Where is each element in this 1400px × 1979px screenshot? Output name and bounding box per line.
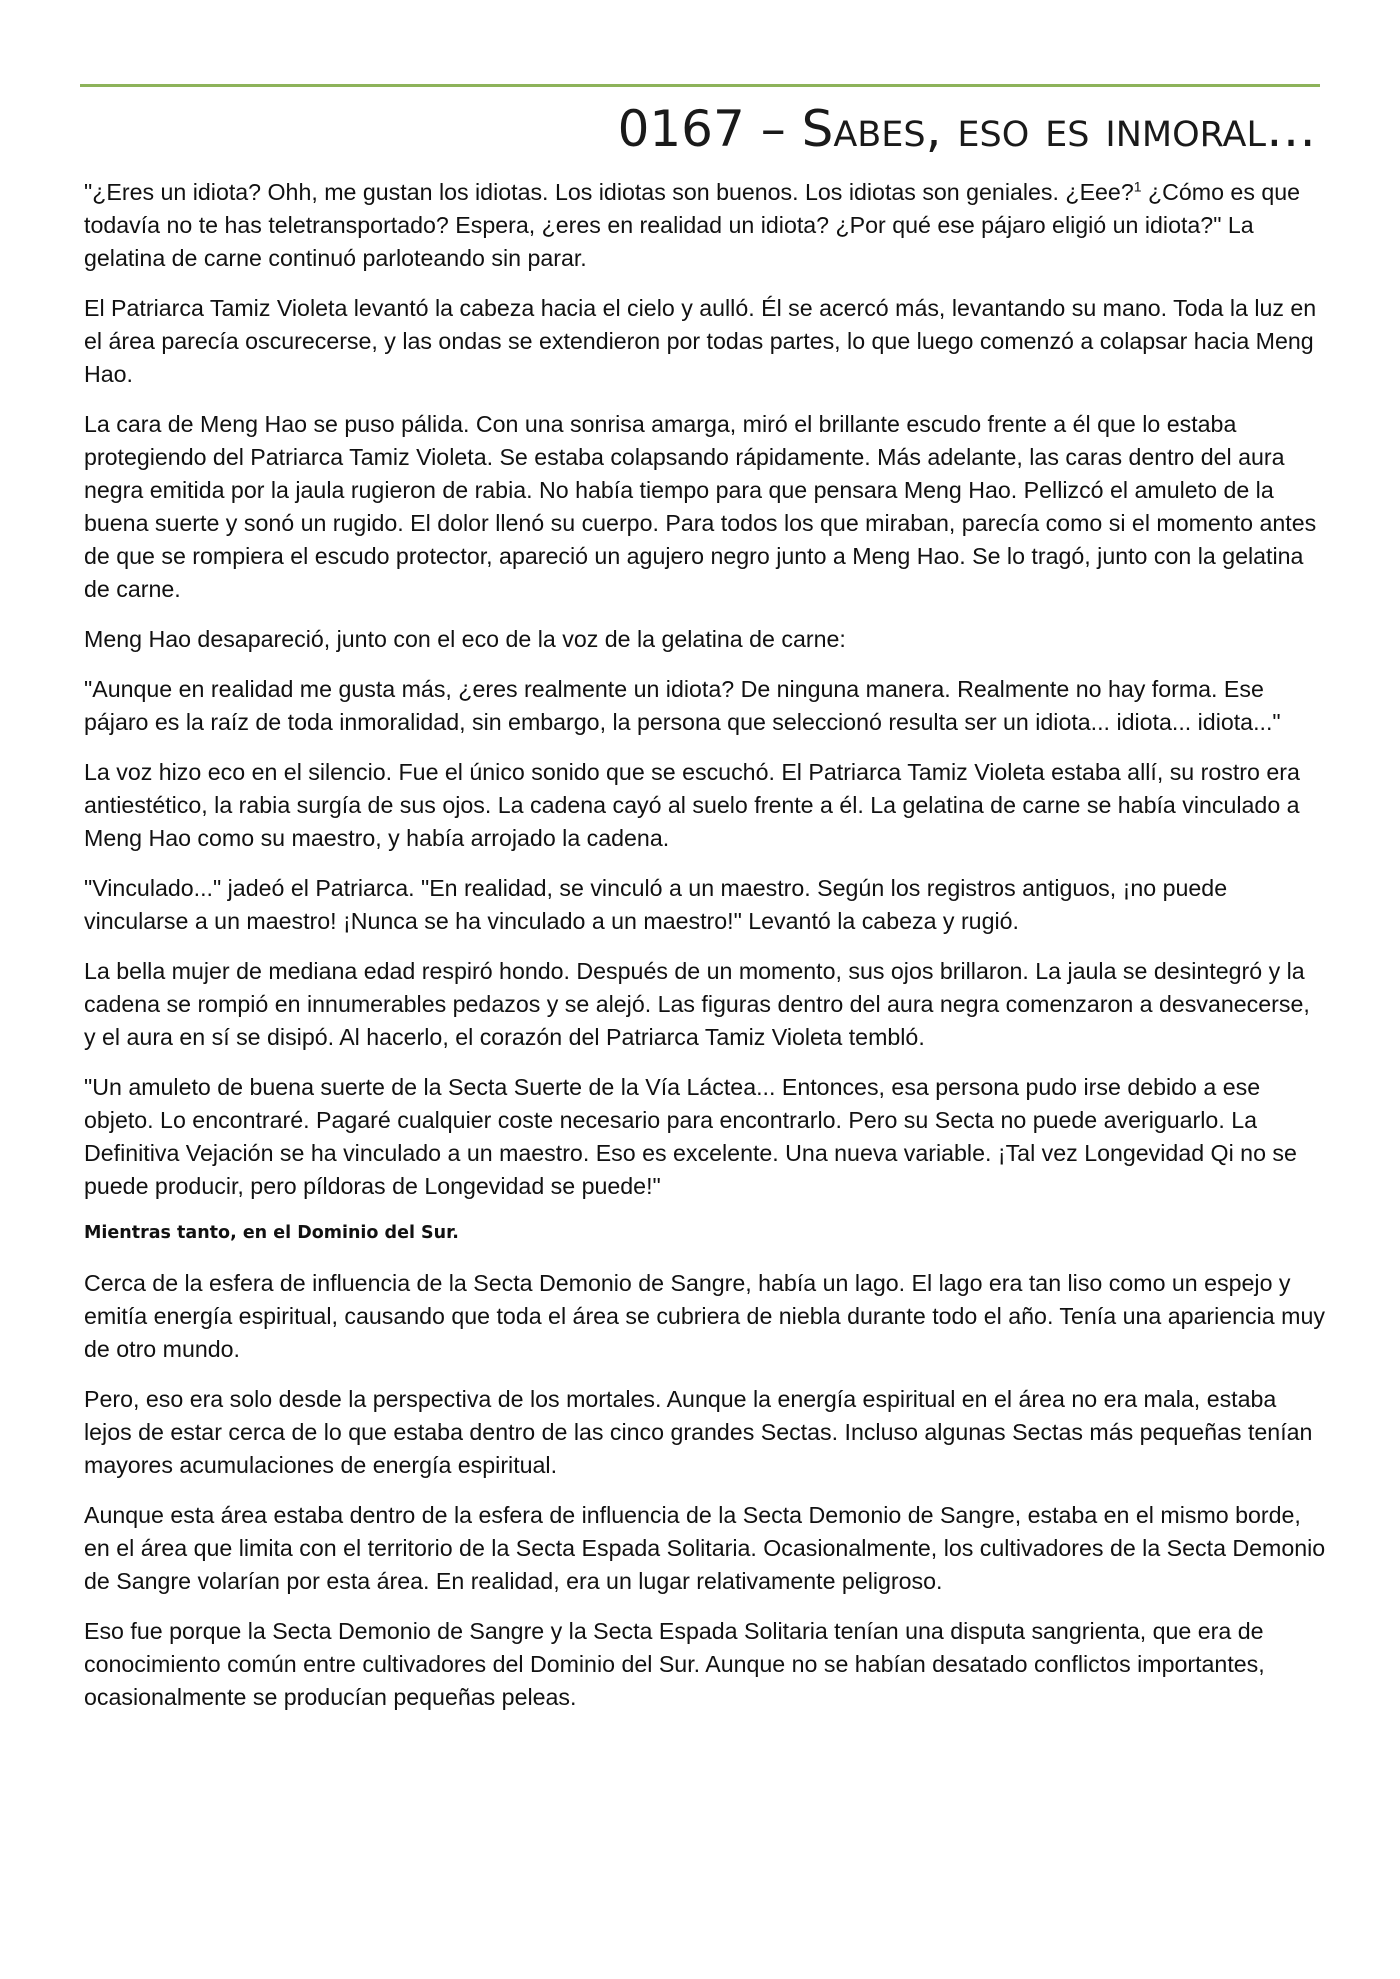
paragraph-5: "Aunque en realidad me gusta más, ¿eres realmente un idiota? De ninguna manera. Realmente no hay forma. Ese pájaro es la raíz de toda inmoralidad, sin embargo, la persona que seleccionó resulta ser un idiota... idiota... idiota..." [84,676,1281,735]
paragraph-12: Aunque esta área estaba dentro de la esfera de influencia de la Secta Demonio de Sangre, estaba en el mismo borde, en el área que limita con el territorio de la Secta Espada Solitaria. Ocasionalmente, los cultivadores de la Secta Demonio de Sangre volarían por esta área. En realidad, era un lugar relativamente peligroso. [84,1502,1326,1594]
chapter-body [84,176,1326,1731]
paragraph-8: La bella mujer de mediana edad respiró hondo. Después de un momento, sus ojos brillaron. La jaula se desintegró y la cadena se rompió en innumerables pedazos y se alejó. Las figuras dentro del aura negra comenzaron a desvanecerse, y el aura en sí se disipó. Al hacerlo, el corazón del Patriarca Tamiz Violeta tembló. [84,958,1310,1050]
paragraph-3: La cara de Meng Hao se puso pálida. Con una sonrisa amarga, miró el brillante escudo frente a él que lo estaba protegiendo del Patriarca Tamiz Violeta. Se estaba colapsando rápidamente. Más adelante, las caras dentro del aura negra emitida por la jaula rugieron de rabia. No había tiempo para que pensara Meng Hao. Pellizcó el amuleto de la buena suerte y sonó un rugido. El dolor llenó su cuerpo. Para todos los que miraban, parecía como si el momento antes de que se rompiera el escudo protector, apareció un agujero negro junto a Meng Hao. Se lo tragó, junto con la gelatina de carne. [84,411,1317,602]
paragraph-6: La voz hizo eco en el silencio. Fue el único sonido que se escuchó. El Patriarca Tamiz Violeta estaba allí, su rostro era antiestético, la rabia surgía de sus ojos. La cadena cayó al suelo frente a él. La gelatina de carne se había vinculado a Meng Hao como su maestro, y había arrojado la cadena. [84,759,1300,851]
paragraph-7: "Vinculado..." jadeó el Patriarca. "En realidad, se vinculó a un maestro. Según los registros antiguos, ¡no puede vincularse a un maestro! ¡Nunca se ha vinculado a un maestro!" Levantó la cabeza y rugió. [84,875,1228,934]
paragraph-2: El Patriarca Tamiz Violeta levantó la cabeza hacia el cielo y aulló. Él se acercó más, levantando su mano. Toda la luz en el área parecía oscurecerse, y las ondas se extendieron por todas partes, lo que luego comenzó a colapsar hacia Meng Hao. [84,295,1317,387]
header-rule [80,84,1320,87]
paragraph-13: Eso fue porque la Secta Demonio de Sangre y la Secta Espada Solitaria tenían una disputa sangrienta, que era de conocimiento común entre cultivadores del Dominio del Sur. Aunque no se habían desatado conflictos importantes, ocasionalmente se producían pequeñas peleas. [84,1618,1265,1710]
paragraph-11: Pero, eso era solo desde la perspectiva de los mortales. Aunque la energía espiritual en el área no era mala, estaba lejos de estar cerca de lo que estaba dentro de las cinco grandes Sectas. Incluso algunas Sectas más pequeñas tenían mayores acumulaciones de energía espiritual. [84,1386,1313,1478]
paragraph-4: Meng Hao desapareció, junto con el eco de la voz de la gelatina de carne: [84,626,846,652]
paragraph-10: Cerca de la esfera de influencia de la Secta Demonio de Sangre, había un lago. El lago era tan liso como un espejo y emitía energía espiritual, causando que toda el área se cubriera de niebla durante todo el año. Tenía una apariencia muy de otro mundo. [84,1270,1325,1362]
paragraph-1: "¿Eres un idiota? Ohh, me gustan los idiotas. Los idiotas son buenos. Los idiotas son geniales. ¿Eee?$^1$ ¿Cómo es que todavía no te has teletransportado? Espera, ¿eres en realidad un idiota? ¿Por qué ese pájaro eligió un idiota?" La gelatina de carne continuó parloteando sin parar. [84,178,1301,271]
scene-break-heading: Mientras tanto, en el Dominio del Sur. [84,1223,459,1243]
paragraph-9: "Un amuleto de buena suerte de la Secta Suerte de la Vía Láctea... Entonces, esa persona pudo irse debido a ese objeto. Lo encontraré. Pagaré cualquier coste necesario para encontrarlo. Pero su Secta no puede averiguarlo. La Definitiva Vejación se ha vinculado a un maestro. Eso es excelente. Una nueva variable. ¡Tal vez Longevidad Qi no se puede producir, pero píldoras de Longevidad se puede!" [84,1074,1297,1199]
footnote-marker[interactable]: 1 [1133,178,1142,195]
chapter-title: 0167 – Sabes, eso es inmoral… [617,100,1316,158]
